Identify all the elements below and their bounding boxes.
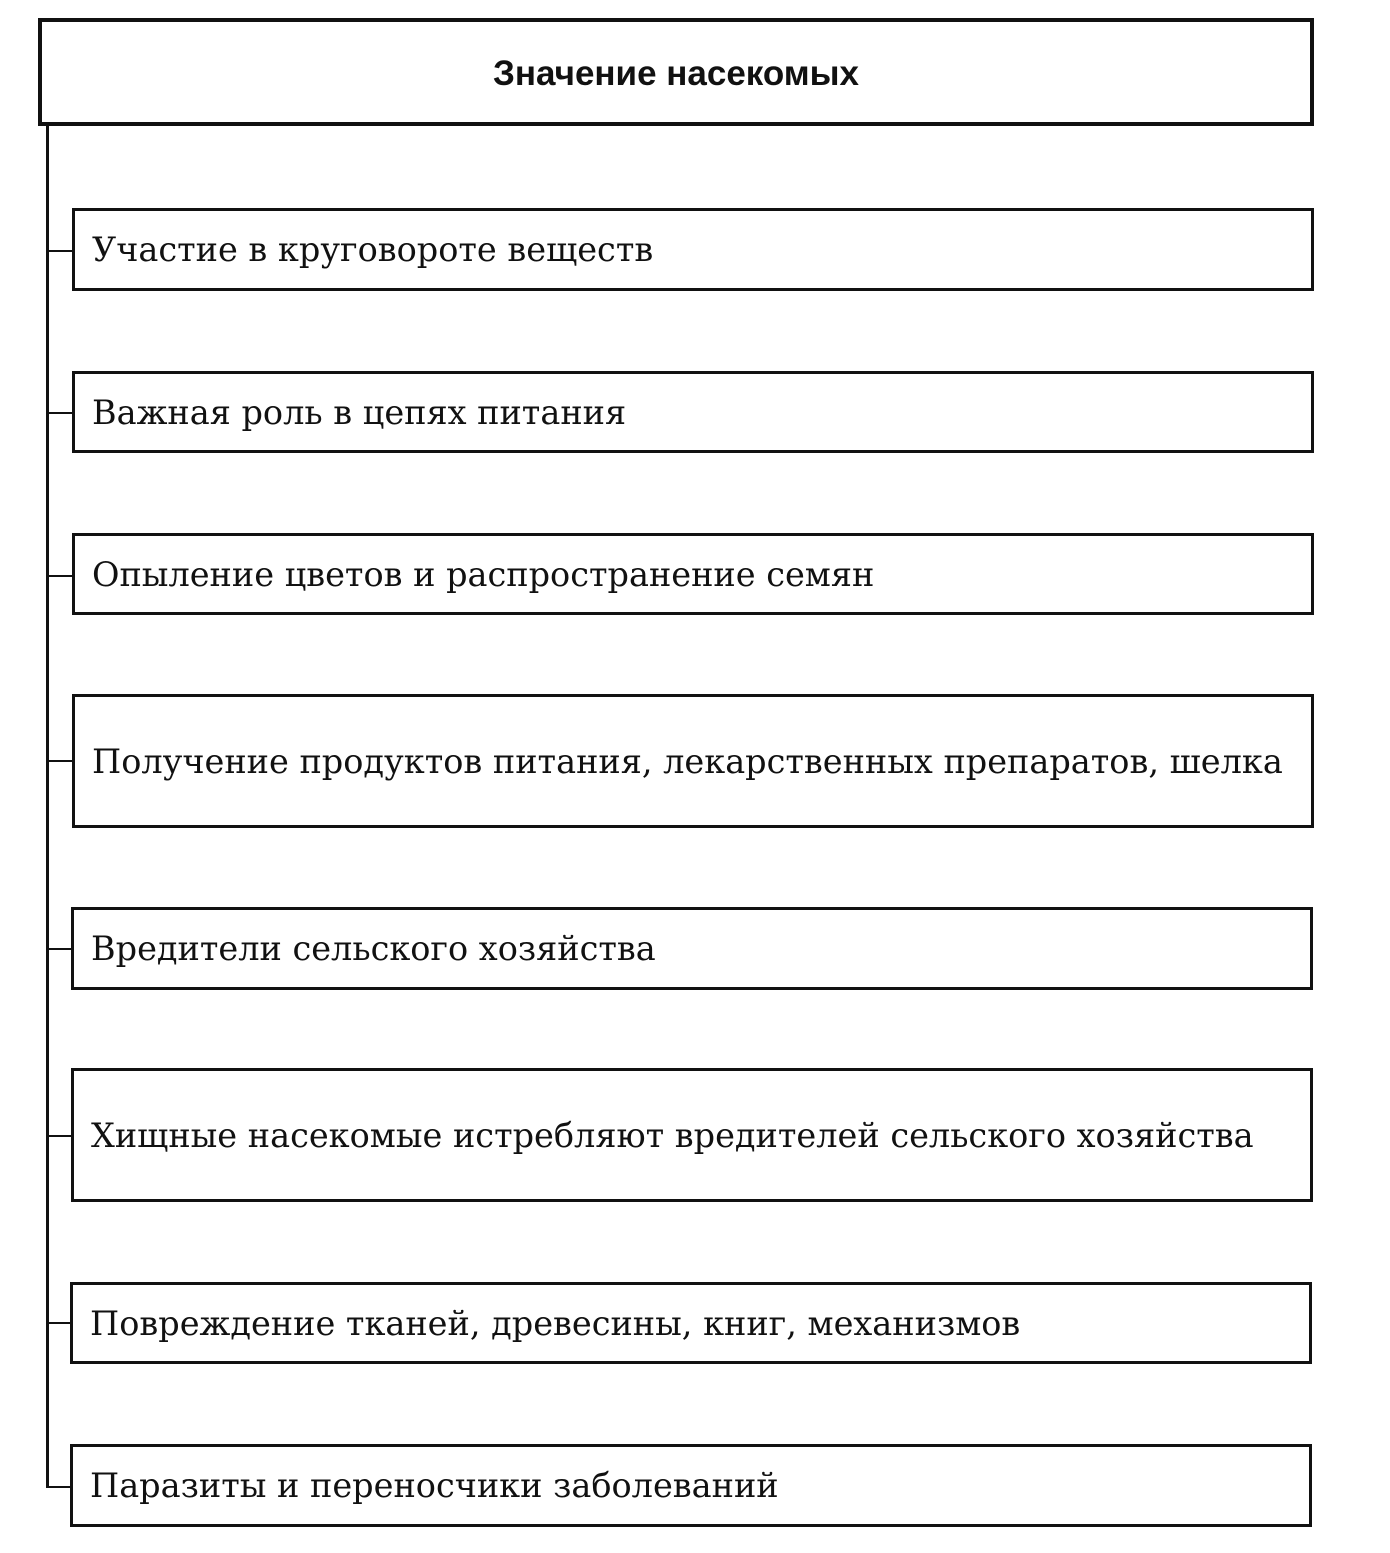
item-text: Хищные насекомые истребляют вредителей сельского хозяйства <box>91 1115 1254 1155</box>
diagram-title: Значение насекомых <box>492 54 860 93</box>
item-text: Участие в круговороте веществ <box>92 230 654 269</box>
item-text: Важная роль в цепях питания <box>92 392 627 432</box>
item-box-predatory-insects <box>71 1068 1313 1202</box>
item-box-food-chains <box>72 371 1314 453</box>
item-box-damage <box>70 1282 1312 1364</box>
connector-branch <box>46 948 74 950</box>
item-box-products <box>72 694 1314 828</box>
connector-branch <box>46 250 74 252</box>
item-text: Вредители сельского хозяйства <box>91 929 656 968</box>
connector-trunk <box>46 126 49 1488</box>
item-box-agricultural-pests <box>71 907 1313 990</box>
connector-branch <box>46 1135 74 1137</box>
item-box-nutrient-cycle <box>72 208 1314 291</box>
item-box-parasites <box>70 1444 1312 1527</box>
item-text: Паразиты и переносчики заболеваний <box>90 1466 779 1505</box>
diagram-title-box <box>38 18 1314 126</box>
item-text: Получение продуктов питания, лекарственных препаратов, шелка <box>92 741 1283 781</box>
connector-branch <box>46 575 74 577</box>
item-text: Повреждение тканей, древесины, книг, механизмов <box>90 1303 1021 1343</box>
item-box-pollination <box>72 533 1314 615</box>
item-text: Опыление цветов и распространение семян <box>92 554 875 594</box>
connector-branch <box>46 412 74 414</box>
connector-branch <box>46 760 74 762</box>
